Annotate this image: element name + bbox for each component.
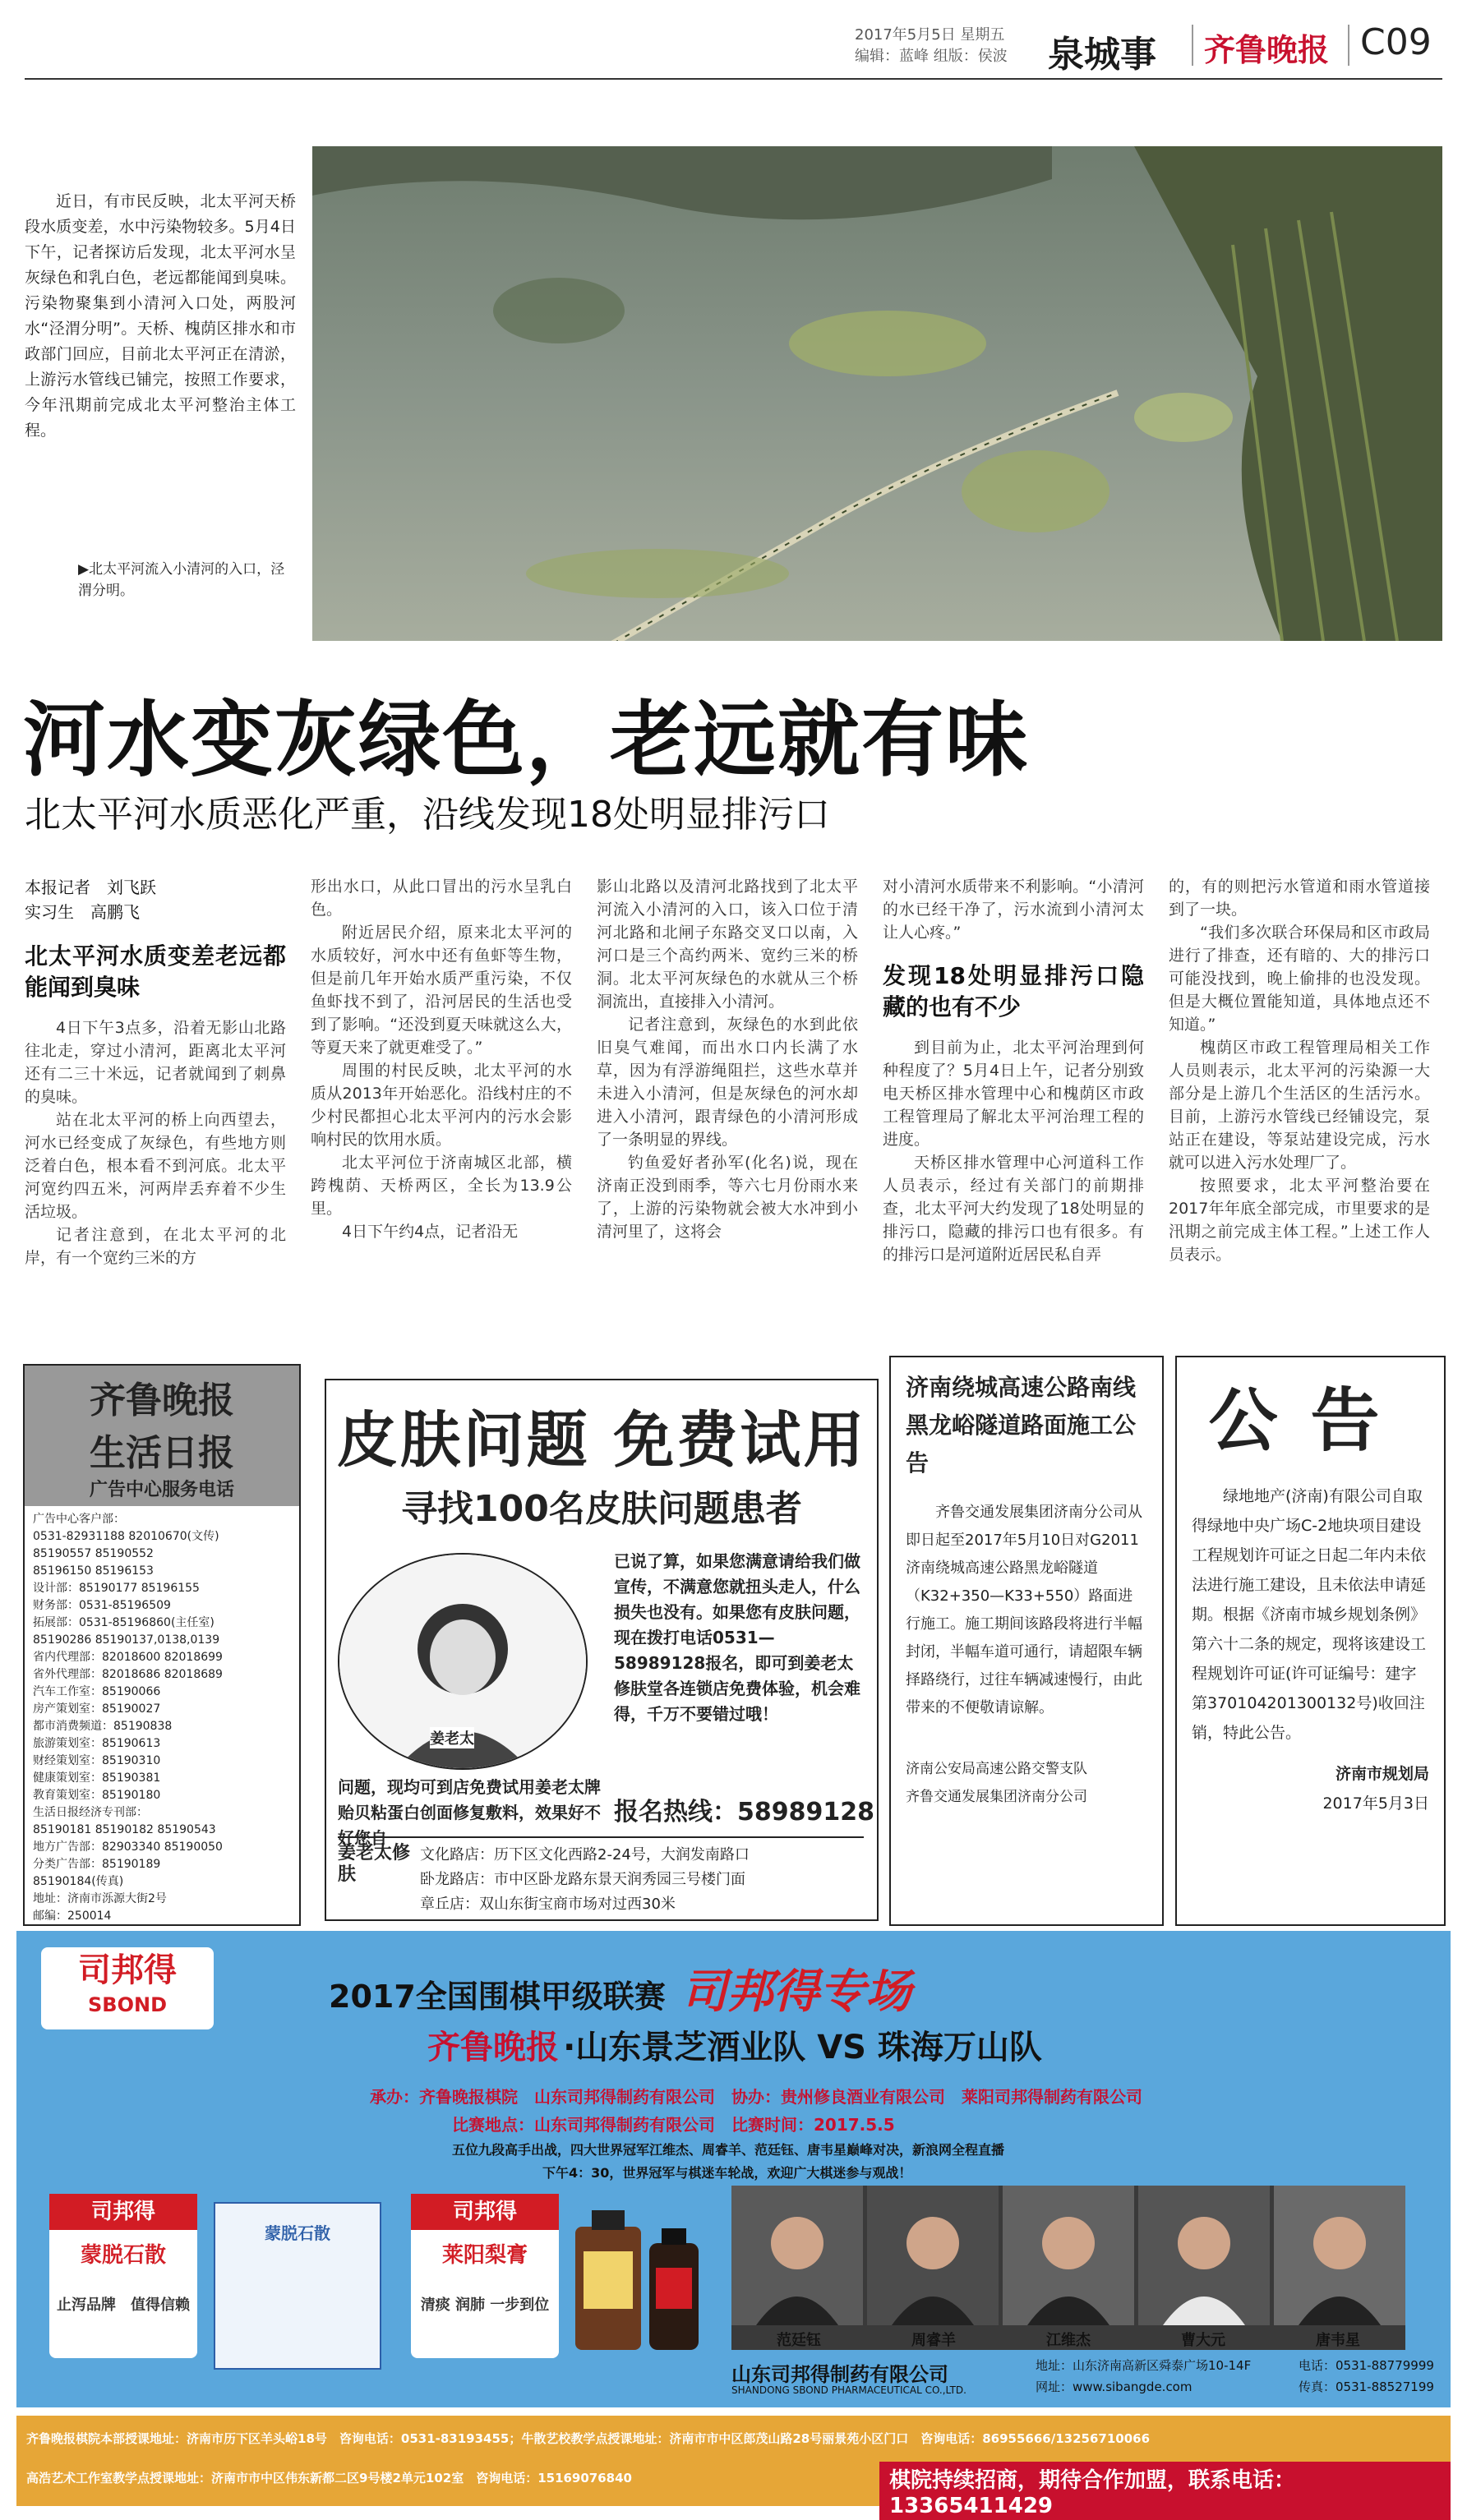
- player-name: 江维杰: [1046, 2332, 1091, 2349]
- hotline-number: 58989128: [737, 1798, 874, 1827]
- portrait-image: [338, 1553, 588, 1770]
- ad-planning-notice: [1175, 1356, 1446, 1926]
- ad-skin-address-block: [338, 1836, 864, 1913]
- article-paragraph: 记者注意到，在北太平河的北岸，有一个宽约三米的方: [25, 1226, 286, 1267]
- product-name: 莱阳梨膏: [441, 2243, 528, 2268]
- ad-skin-subtitle: 寻找100名皮肤问题患者: [401, 1488, 802, 1530]
- article-paragraph: 天桥区排水管理中心河道科工作人员表示，经过有关部门的前期排查，北太平河大约发现了18处明显的排污口，隐藏的排污口也有很多。有的排污口是河道附近居民私自弄: [883, 1154, 1144, 1264]
- article-column-2: [311, 875, 572, 1243]
- article-paragraph: 4日下午3点多，沿着无影山北路往北走，穿过小清河，距离北太平河还有二三十米远，记者就闻到了刺鼻的臭味。: [25, 1019, 286, 1106]
- article-paragraph: 影山北路以及清河北路找到了北太平河流入小清河的入口，该入口位于清河北路和北闸子东路交叉口以南，入河口是三个高约两米、宽约三米的桥洞。北太平河灰绿色的水就从三个桥洞流出，直接排入小清河。: [597, 878, 858, 1011]
- company-website: 网址：www.sibangde.com: [1036, 2379, 1193, 2394]
- banner-note-1: 五位九段高手出战，四大世界冠军江维杰、周睿羊、范廷钰、唐韦星巅峰对决，新浪网全程直播: [452, 2142, 1005, 2158]
- portrait-label: 姜老太: [430, 1727, 474, 1748]
- service-phone-line: 地方广告部：82903340 85190050: [33, 1840, 223, 1854]
- byline-reporter: 本报记者 刘飞跃: [25, 878, 156, 897]
- article-paragraph: 形出水口，从此口冒出的污水呈乳白色。: [311, 878, 572, 919]
- school-address-line-2: 高浩艺术工作室教学点授课地址：济南市市中区伟东新都二区9号楼2单元102室 咨询电话：15169076840: [26, 2471, 632, 2485]
- article-subheading: 发现18处明显排污口隐藏的也有不少: [883, 962, 1144, 1020]
- article-paragraph: “我们多次联合环保局和区市政局进行了排查，还有暗的、大的排污口可能没找到，晚上偷排的也没发现。但是大概位置能知道，具体地点还不知道。”: [1169, 924, 1430, 1034]
- banner-brand: 司邦得专场: [680, 1965, 911, 2019]
- store-address: 章丘店：双山东街宝商市场对过西30米: [420, 1896, 676, 1913]
- ad-service-subtitle: 广告中心服务电话: [89, 1480, 234, 1500]
- service-phone-line: 邮编：250014: [33, 1910, 112, 1923]
- ad-notice-signer: 济南市规划局: [1335, 1765, 1429, 1783]
- company-name-en: SHANDONG SBOND PHARMACEUTICAL CO.,LTD.: [731, 2384, 966, 2396]
- product-package-1: [214, 2202, 381, 2370]
- article-column-3: [597, 875, 858, 1243]
- service-phone-line: 教育策划室：85190180: [33, 1789, 161, 1802]
- ad-skin-title: 皮肤问题 免费试用: [336, 1405, 867, 1476]
- ad-road-title-2: 黑龙峪隧道路面施工公告: [906, 1412, 1137, 1477]
- banner-venue: 比赛地点：山东司邦得制药有限公司 比赛时间：2017.5.5: [452, 2115, 895, 2135]
- article-paragraph: 周围的村民反映，北太平河的水质从2013年开始恶化。沿线村庄的不少村民都担心北太平河内的污水会影响村民的饮用水质。: [311, 1062, 572, 1149]
- ad-service-phones: [23, 1364, 301, 1926]
- date-line: 2017年5月5日 星期五: [855, 26, 1005, 44]
- product-box-1: [49, 2194, 197, 2358]
- player-name: 唐韦星: [1316, 2332, 1360, 2349]
- service-phone-line: 房产策划室：85190027: [33, 1702, 161, 1716]
- service-phone-line: 设计部：85190177 85196155: [33, 1582, 200, 1595]
- river-photo: [312, 146, 1442, 641]
- ad-service-title-1: 齐鲁晚报: [90, 1380, 234, 1421]
- ad-road-body: 齐鲁交通发展集团济南分公司从即日起至2017年5月10日对G2011济南绕城高速公路黑龙峪隧道（K32+350—K33+550）路面进行施工。施工期间该路段将进行半幅封闭，半幅车道可通行，请超限车辆择路绕行，过往车辆减速慢行，由此带来的不便敬请谅解。: [906, 1504, 1142, 1716]
- service-phone-line: 财经策划室：85190310: [33, 1754, 161, 1767]
- article-paragraph: 站在北太平河的桥上向西望去，河水已经变成了灰绿色，有些地方则泛着白色，根本看不到河底。北太平河宽约四五米，河两岸丢弃着不少生活垃圾。: [25, 1111, 286, 1221]
- service-phone-line: 85190286 85190137,0138,0139: [33, 1633, 220, 1647]
- ad-skin-trial: [325, 1379, 879, 1921]
- service-phone-line: 生活日报经济专刊部：: [33, 1806, 148, 1819]
- store-name: 姜老太修肤: [338, 1843, 411, 1885]
- player-names: [731, 2329, 1405, 2350]
- player-name: 范廷钰: [777, 2332, 821, 2349]
- banner-title: 2017全国围棋甲级联赛: [329, 1979, 666, 2015]
- service-phone-line: 拓展部：0531-85196860(主任室): [33, 1616, 215, 1629]
- banner-organizers: 承办：齐鲁晚报棋院 山东司邦得制药有限公司 协办：贵州修良酒业有限公司 莱阳司邦得制药有限公司: [370, 2087, 1142, 2107]
- ad-service-header: [25, 1366, 299, 1506]
- service-phone-line: 旅游策划室：85190613: [33, 1737, 161, 1750]
- article-paragraph: 北太平河位于济南城区北部，横跨槐荫、天桥两区，全长为13.9公里。: [311, 1154, 572, 1218]
- product-tagline: 止泻品牌 值得信赖: [57, 2297, 190, 2314]
- school-address-line-1: 齐鲁晚报棋院本部授课地址：济南市历下区羊头峪18号 咨询电话：0531-83193455；牛散艺校教学点授课地址：济南市市中区郎茂山路28号丽景苑小区门口 咨询电话：86955666/13256710066: [26, 2431, 1151, 2446]
- service-phone-line: 85190181 85190182 85190543: [33, 1823, 216, 1836]
- article-paragraph: 记者注意到，灰绿色的水到此依旧臭气难闻，而出水口内长满了水草，因为有浮游绳阻拦，这些水草并未进入小清河，但是灰绿色的河水却进入小清河，跟青绿色的小清河形成了一条明显的界线。: [597, 1016, 858, 1149]
- ad-road-notice: [889, 1356, 1164, 1926]
- store-address: 文化路店：历下区文化西路2-24号，大润发南路口: [420, 1846, 750, 1864]
- paper-logo: 齐鲁晚报: [1204, 31, 1330, 68]
- company-address: 地址：山东济南高新区舜泰广场10-14F: [1036, 2358, 1252, 2373]
- product-logo: 司邦得: [49, 2194, 197, 2230]
- service-phone-line: 财务部：0531-85196509: [33, 1599, 171, 1612]
- article-paragraph: 附近居民介绍，原来北太平河的水质较好，河水中还有鱼虾等生物，但是前几年开始水质严重污染，不仅鱼虾找不到了，沿河居民的生活也受到了影响。“还没到夏天味就这么大，等夏天来了就更难受了。”: [311, 924, 572, 1057]
- product-name: 蒙脱石散: [80, 2243, 166, 2268]
- school-info-bar: [16, 2416, 1451, 2518]
- article-paragraph: 对小清河水质带来不利影响。“小清河的水已经干净了，污水流到小清河太让人心疼。”: [883, 878, 1144, 942]
- service-phone-line: 分类广告部：85190189: [33, 1858, 161, 1871]
- masthead-divider: [1348, 25, 1349, 66]
- company-fax: 传真：0531-88527199: [1299, 2379, 1434, 2394]
- ad-skin-hotline: [614, 1791, 874, 1827]
- masthead-rule: [25, 78, 1442, 80]
- sbond-logo-text: 司邦得: [78, 1951, 177, 1989]
- package-name: 蒙脱石散: [265, 2223, 330, 2243]
- article-paragraph: 槐荫区市政工程管理局相关工作人员则表示，北太平河的污染源一大部分是上游几个生活区的生活污水。目前，上游污水管线已经铺设完，泵站正在建设，等泵站建设完成，污水就可以进入污水处理厂了。: [1169, 1039, 1430, 1172]
- product-box-2: [411, 2194, 559, 2358]
- service-phone-line: 广告中心客户部：: [33, 1513, 125, 1526]
- service-phone-line: 省内代理部：82018600 82018699: [33, 1651, 223, 1664]
- store-address: 卧龙路店：市中区卧龙路东景天润秀园三号楼门面: [420, 1871, 745, 1888]
- company-name: 山东司邦得制药有限公司: [731, 2363, 948, 2386]
- article-paragraph: 到目前为止，北太平河治理到何种程度了？5月4日上午，记者分别致电天桥区排水管理中心和槐荫区市政工程管理局了解北太平河治理工程的进度。: [883, 1039, 1144, 1149]
- service-phone-line: 省外代理部：82018686 82018689: [33, 1668, 223, 1681]
- ad-road-content: [891, 1357, 1162, 1822]
- article-paragraph: 4日下午约4点，记者沿无: [342, 1223, 519, 1241]
- article-paragraph: 按照要求，北太平河整治要在2017年年底全部完成，市里要求的是汛期之前完成主体工程。”上述工作人员表示。: [1169, 1177, 1430, 1264]
- go-league-banner: [16, 1931, 1451, 2407]
- banner-note-2: 下午4：30，世界冠军与棋迷车轮战，欢迎广大棋迷参与观战！: [542, 2165, 912, 2181]
- service-phone-line: 85190184(传真): [33, 1875, 124, 1888]
- service-phone-line: 都市消费频道：85190838: [33, 1720, 173, 1733]
- ad-service-title-2: 生活日报: [90, 1432, 234, 1474]
- player-name: 周睿羊: [911, 2332, 956, 2349]
- ad-notice-body: 绿地地产(济南)有限公司自取得绿地中央广场C-2地块项目建设工程规划许可证之日起二年内未依法进行施工建设，且未依法申请延期。根据《济南市城乡规划条例》第六十二条的规定，现将该建设工程规划许可证(许可证编号：建字第370104201300132号)收回注销，特此公告。: [1192, 1487, 1427, 1742]
- lead-paragraph: 近日，有市民反映，北太平河天桥段水质变差，水中污染物较多。5月4日下午，记者探访后发现，北太平河水呈灰绿色和乳白色，老远都能闻到臭味。污染物聚集到小清河入口处，两股河水“泾渭分明”。天桥、槐荫区排水和市政部门回应，目前北太平河正在清淤，上游污水管线已铺完，按照工作要求，今年汛期前完成北太平河整治主体工程。: [25, 192, 296, 440]
- ad-notice-date: 2017年5月3日: [1322, 1794, 1429, 1813]
- service-phone-line: 0531-82931188 82010670(文传): [33, 1530, 219, 1543]
- editor-line: 编辑：蓝峰 组版：侯波: [855, 48, 1008, 65]
- service-phone-line: 地址：济南市泺源大街2号: [33, 1892, 167, 1905]
- sbond-logo: [41, 1947, 214, 2029]
- service-phone-line: 85196150 85196153: [33, 1564, 154, 1578]
- sbond-logo-en: SBOND: [88, 1993, 167, 2016]
- ad-road-signer-2: 齐鲁交通发展集团济南分公司: [906, 1789, 1087, 1805]
- article-paragraph: 钓鱼爱好者孙军(化名)说，现在济南正没到雨季，等六七月份雨水来了，上游的污染物就会被大水冲到小清河里了，这将会: [597, 1154, 858, 1241]
- banner-match-row: [427, 2021, 1042, 2068]
- banner-match: ·山东景芝酒业队 VS 珠海万山队: [563, 2029, 1042, 2066]
- banner-title-row: [329, 1956, 911, 2021]
- article-column-5: [1169, 875, 1430, 1266]
- article-column-1: [25, 875, 286, 1269]
- ad-service-list: [25, 1506, 299, 1930]
- ad-notice-title: 公告: [1208, 1380, 1413, 1461]
- byline-intern: 实习生 高鹏飞: [25, 902, 140, 922]
- store-addresses: [420, 1843, 864, 1917]
- hotline-label: 报名热线：: [614, 1798, 737, 1827]
- service-phone-line: 健康策划室：85190381: [33, 1771, 161, 1785]
- ad-skin-footnote: 问题，现均可到店免费试用姜老太牌贻贝粘蛋白创面修复敷料，效果好不好您自: [338, 1777, 601, 1848]
- headline: 河水变灰绿色，老远就有味: [23, 691, 1029, 788]
- product-tagline: 清痰 润肺 一步到位: [420, 2297, 550, 2314]
- ad-road-signer-1: 济南公安局高速公路交警支队: [906, 1761, 1087, 1777]
- franchise-contact: 棋院持续招商，期待合作加盟，联系电话：13365411429: [879, 2462, 1451, 2520]
- article-paragraph: 的，有的则把污水管道和雨水管道接到了一块。: [1169, 878, 1430, 919]
- service-phone-line: 汽车工作室：85190066: [33, 1685, 161, 1698]
- player-photo-strip: [731, 2186, 1405, 2350]
- player-name: 曹大元: [1181, 2332, 1225, 2349]
- photo-caption: ▶北太平河流入小清河的入口，泾渭分明。: [78, 561, 285, 599]
- company-phone: 电话：0531-88779999: [1299, 2358, 1434, 2373]
- ad-skin-body: 已说了算，如果您满意请给我们做宣传，不满意您就扭头走人，什么损失也没有。如果您有皮肤问题，现在拨打电话0531—58989128报名，即可到姜老太修肤堂各连锁店免费体验，机会难得，千万不要错过哦！: [614, 1551, 860, 1724]
- service-phone-line: 85190557 85190552: [33, 1547, 154, 1560]
- product-logo: 司邦得: [411, 2194, 559, 2230]
- masthead-divider: [1192, 25, 1193, 66]
- article-subheading: 北太平河水质变差老远都能闻到臭味: [25, 942, 286, 1001]
- subheadline: 北太平河水质恶化严重，沿线发现18处明显排污口: [25, 794, 830, 836]
- article-column-4: [883, 875, 1144, 1266]
- ad-road-title-1: 济南绕城高速公路南线: [906, 1374, 1137, 1401]
- issue-date: [855, 23, 1008, 66]
- section-title: 泉城事: [1048, 34, 1156, 76]
- product-bottles: [567, 2194, 707, 2358]
- banner-paper: 齐鲁晚报: [427, 2028, 559, 2066]
- page-number: C09: [1360, 21, 1432, 63]
